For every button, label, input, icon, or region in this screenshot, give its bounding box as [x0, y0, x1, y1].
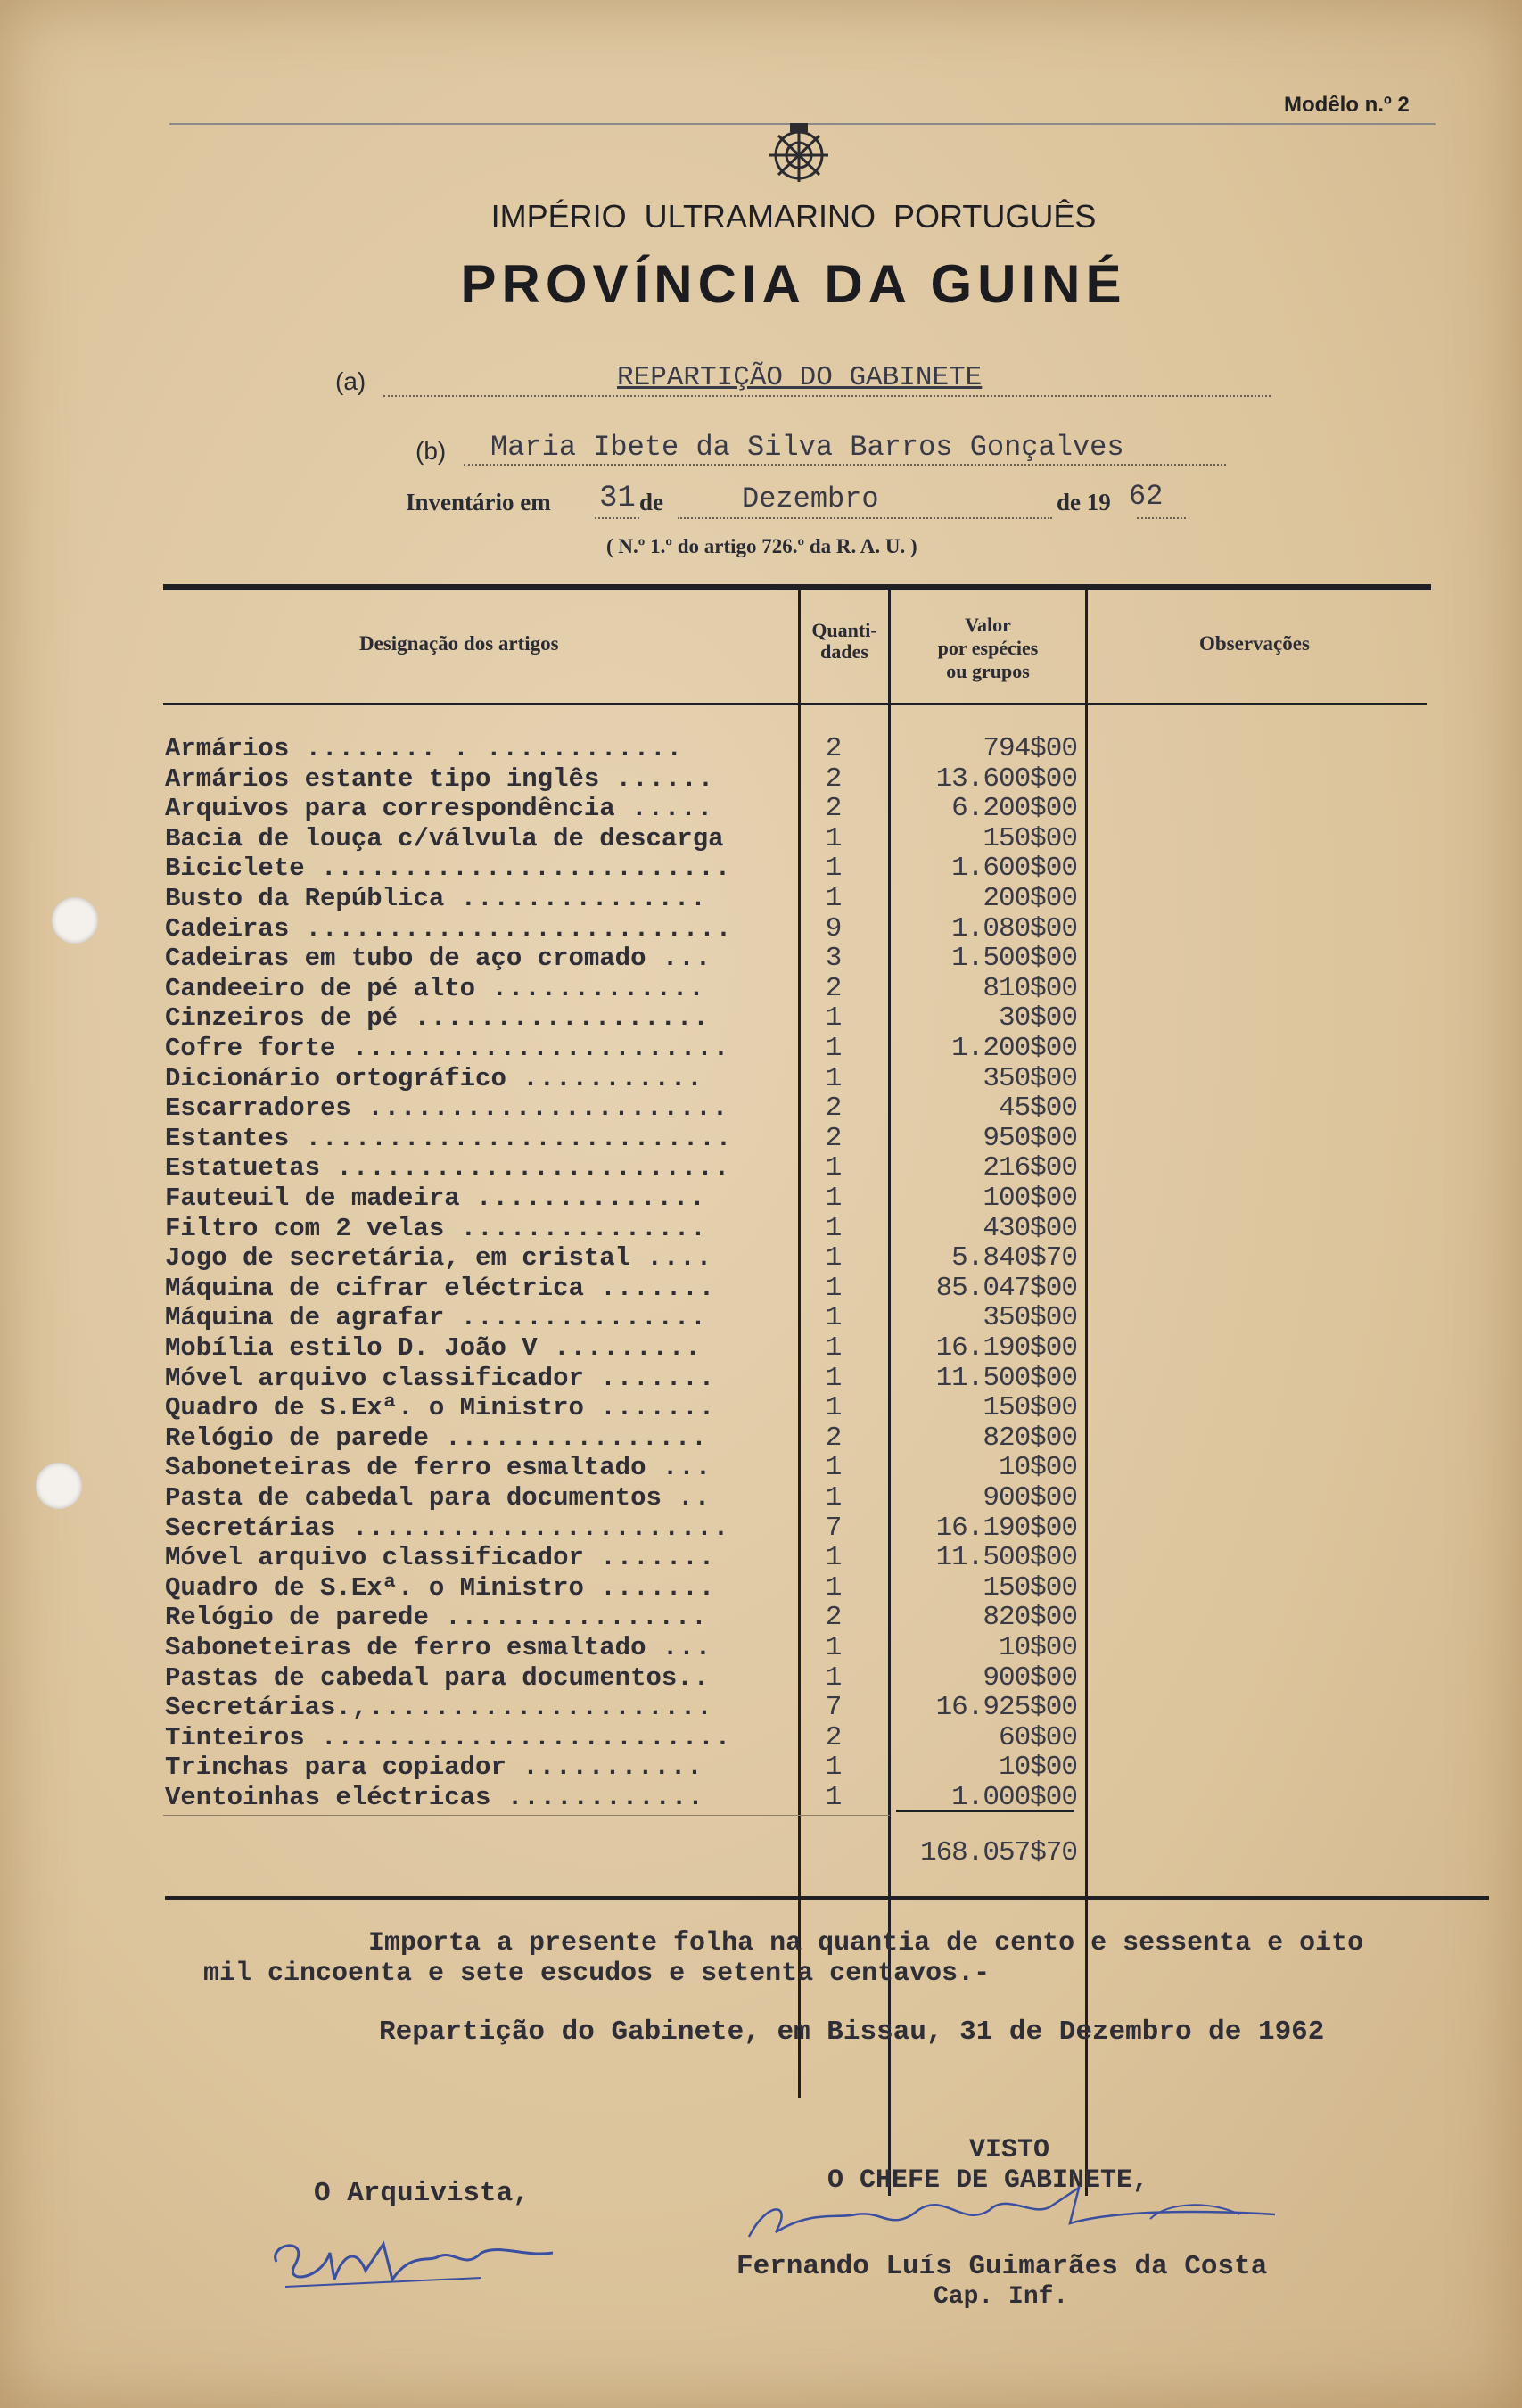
table-top-rule [163, 584, 1431, 590]
item-name-text: Jogo de secretária, em cristal [165, 1243, 631, 1274]
item-quantity: 2 [825, 793, 843, 825]
coat-of-arms-emblem [761, 120, 837, 191]
item-leader-dots: ......................... [304, 854, 732, 884]
item-quantity: 2 [825, 1122, 843, 1154]
item-quantity: 1 [825, 1272, 843, 1304]
inventory-item-row [0, 1093, 1522, 1124]
item-quantity: 1 [825, 1482, 843, 1513]
inventory-item-row [0, 1003, 1522, 1034]
inventory-item-row [0, 1303, 1522, 1333]
item-designation [165, 824, 798, 854]
label-a: (a) [335, 367, 366, 395]
item-value: 820$00 [983, 1422, 1077, 1454]
inventory-item-row [0, 1573, 1522, 1604]
total-value: 168.057$70 [919, 1837, 1077, 1868]
item-name-text: Estatuetas [165, 1153, 321, 1183]
inventory-item-row [0, 1783, 1522, 1813]
item-value: 13.600$00 [935, 763, 1077, 795]
item-value: 430$00 [983, 1212, 1077, 1244]
item-designation [165, 884, 798, 914]
inventory-item-row [0, 734, 1522, 764]
item-quantity: 7 [825, 1692, 843, 1724]
header-bottom-rule [163, 703, 1427, 705]
item-leader-dots: ....... [583, 1363, 716, 1393]
inventory-item-row [0, 1483, 1522, 1513]
item-value: 150$00 [983, 1392, 1077, 1424]
inventory-item-row [0, 1274, 1522, 1304]
inventory-item-row [0, 764, 1522, 795]
item-quantity: 1 [825, 1152, 843, 1184]
item-value: 150$00 [983, 822, 1077, 854]
item-name-text: Cinzeiros de pé [165, 1003, 399, 1034]
item-name-text: Ventoinhas eléctricas [165, 1783, 491, 1812]
item-designation [165, 1423, 798, 1454]
item-leader-dots: .............. [459, 1183, 706, 1213]
item-name-text: Fauteuil de madeira [165, 1183, 460, 1213]
item-leader-dots: ......................... [304, 1722, 732, 1752]
person-name: Maria Ibete da Silva Barros Gonçalves [490, 431, 1124, 464]
item-value: 950$00 [983, 1122, 1077, 1154]
item-value: 10$00 [998, 1752, 1077, 1784]
item-value: 16.190$00 [935, 1332, 1077, 1364]
item-name-text: Móvel arquivo classificador [165, 1363, 584, 1393]
place-date: Repartição do Gabinete, em Bissau, 31 de Dezembro de 1962 [379, 2016, 1325, 2048]
item-name-text: Dicionário ortográfico [165, 1063, 506, 1093]
item-quantity: 7 [825, 1512, 843, 1544]
item-name-text: Quadro de S.Exª. o Ministro [165, 1393, 584, 1423]
inventory-day: 31 [599, 482, 636, 515]
item-leader-dots: .. [677, 1662, 711, 1693]
item-quantity: 1 [825, 1242, 843, 1274]
item-value: 11.500$00 [935, 1542, 1077, 1574]
amount-text-line2: mil cincoenta e sete escudos e setenta centavos.- [203, 1959, 991, 1989]
item-designation [165, 1274, 798, 1304]
item-name-text: Armários [165, 734, 290, 763]
item-quantity: 1 [825, 822, 843, 854]
item-quantity: 9 [825, 912, 843, 944]
item-leader-dots: .......................... [289, 1123, 733, 1153]
item-quantity: 2 [825, 1602, 843, 1634]
item-leader-dots: ........ . ............ [289, 734, 683, 763]
item-value: 16.190$00 [935, 1512, 1077, 1544]
item-leader-dots: ... [646, 944, 712, 974]
item-designation [165, 854, 798, 884]
item-leader-dots: ....................... [335, 1513, 730, 1543]
inventory-item-row [0, 1453, 1522, 1483]
item-quantity: 1 [825, 1002, 843, 1035]
item-value: 350$00 [983, 1062, 1077, 1094]
item-value: 10$00 [998, 1452, 1077, 1484]
item-leader-dots: ......... [537, 1333, 702, 1363]
col-header-qty-line1: Quanti- [811, 619, 877, 641]
inventory-item-row [0, 1183, 1522, 1214]
chief-title: O CHEFE DE GABINETE, [827, 2165, 1149, 2196]
item-designation [165, 1573, 798, 1604]
item-leader-dots: ....... [583, 1273, 716, 1303]
item-quantity: 1 [825, 883, 843, 914]
item-name-text: Saboneteiras de ferro esmaltado [165, 1633, 646, 1662]
col-header-designation: Designação dos artigos [359, 632, 559, 655]
item-quantity: 1 [825, 1302, 843, 1334]
item-leader-dots: ............ [490, 1783, 704, 1812]
item-designation [165, 1364, 798, 1394]
inventory-item-row [0, 1693, 1522, 1723]
inventory-item-row [0, 944, 1522, 974]
item-value: 200$00 [983, 883, 1077, 914]
item-designation [165, 914, 798, 944]
item-designation [165, 1034, 798, 1064]
archivist-label: O Arquivista, [314, 2178, 530, 2209]
item-designation [165, 1483, 798, 1513]
item-designation [165, 1064, 798, 1094]
year-line [1137, 517, 1186, 519]
item-quantity: 1 [825, 1362, 843, 1394]
inventory-item-row [0, 1513, 1522, 1544]
item-designation [165, 1333, 798, 1364]
item-value: 216$00 [983, 1152, 1077, 1184]
label-b: (b) [415, 437, 447, 465]
amount-text-line1: Importa a presente folha na quantia de cento e sessenta e oito [368, 1928, 1364, 1959]
item-quantity: 3 [825, 943, 843, 975]
item-designation [165, 1003, 798, 1034]
item-leader-dots: ....... [583, 1393, 716, 1423]
item-value: 16.925$00 [935, 1692, 1077, 1724]
item-name-text: Quadro de S.Exª. o Ministro [165, 1572, 584, 1603]
item-designation [165, 1093, 798, 1124]
item-leader-dots: .... [630, 1243, 713, 1274]
item-value: 810$00 [983, 972, 1077, 1004]
item-quantity: 1 [825, 1212, 843, 1244]
item-quantity: 2 [825, 972, 843, 1004]
inventory-item-row [0, 1243, 1522, 1274]
item-leader-dots: ................ [428, 1423, 708, 1453]
item-quantity: 1 [825, 1183, 843, 1214]
inventory-item-row [0, 1064, 1522, 1094]
item-designation [165, 1693, 798, 1723]
item-leader-dots: ... [646, 1453, 712, 1483]
archivist-signature [259, 2217, 562, 2297]
item-leader-dots: ....... [583, 1543, 716, 1573]
item-quantity: 1 [825, 1632, 843, 1663]
col-header-value [891, 614, 1085, 683]
col-header-value-line1: Valor [965, 614, 1011, 636]
item-name-text: Relógio de parede [165, 1423, 429, 1453]
item-name-text: Escarradores [165, 1093, 351, 1124]
item-name-text: Busto da República [165, 884, 445, 913]
item-designation [165, 1153, 798, 1183]
inventory-item-row [0, 1603, 1522, 1633]
inventory-item-row [0, 1153, 1522, 1183]
item-quantity: 2 [825, 1422, 843, 1454]
inventory-label: Inventário em [406, 489, 551, 515]
item-quantity: 1 [825, 1752, 843, 1784]
item-value: 6.200$00 [951, 793, 1077, 825]
col-header-value-line3: ou grupos [946, 660, 1030, 682]
item-leader-dots: ........................ [320, 1153, 731, 1183]
inventory-item-row [0, 974, 1522, 1004]
item-value: 1.600$00 [951, 853, 1077, 885]
item-designation [165, 944, 798, 974]
item-value: 30$00 [998, 1002, 1077, 1035]
inventory-item-row [0, 1364, 1522, 1394]
empire-title: IMPÉRIO ULTRAMARINO PORTUGUÊS [490, 198, 1097, 235]
item-quantity: 1 [825, 1662, 843, 1694]
item-designation [165, 764, 798, 795]
month-line [678, 517, 1052, 519]
item-value: 1.000$00 [951, 1782, 1077, 1813]
item-quantity: 2 [825, 733, 843, 764]
item-leader-dots: ....... [583, 1572, 716, 1603]
item-quantity: 1 [825, 853, 843, 885]
item-leader-dots: ............... [444, 884, 707, 913]
de-label-1: de [639, 489, 663, 515]
item-name-text: Estantes [165, 1123, 290, 1153]
inventory-month: Dezembro [742, 482, 879, 515]
province-title: PROVÍNCIA DA GUINÉ [460, 254, 1127, 314]
item-name-text: Pasta de cabedal para documentos [165, 1483, 662, 1513]
de-label-2: de 19 [1057, 489, 1111, 515]
inventory-year: 62 [1129, 480, 1164, 513]
col-header-value-line2: por espécies [937, 637, 1039, 659]
item-value: 5.840$70 [951, 1242, 1077, 1274]
inventory-item-row [0, 914, 1522, 944]
item-value: 900$00 [983, 1662, 1077, 1694]
item-value: 350$00 [983, 1302, 1077, 1334]
inventory-items-list [0, 734, 1522, 1813]
item-leader-dots: ............... [444, 1213, 707, 1243]
inventory-item-row [0, 1034, 1522, 1064]
item-value: 85.047$00 [935, 1272, 1077, 1304]
item-name-text: Secretárias [165, 1513, 336, 1543]
item-designation [165, 1124, 798, 1154]
chief-rank: Cap. Inf. [934, 2283, 1069, 2311]
item-name-text: Máquina de cifrar eléctrica [165, 1273, 584, 1303]
item-quantity: 1 [825, 1542, 843, 1574]
item-leader-dots: ............... [444, 1303, 707, 1333]
item-value: 11.500$00 [935, 1362, 1077, 1394]
item-designation [165, 1214, 798, 1244]
item-designation [165, 794, 798, 824]
inventory-item-row [0, 1423, 1522, 1454]
col-header-qty-line2: dades [820, 640, 868, 663]
item-designation [165, 1723, 798, 1753]
item-quantity: 1 [825, 1033, 843, 1064]
item-name-text: Trinchas para copiador [165, 1752, 506, 1783]
item-name-text: Arquivos para correspondência [165, 794, 615, 824]
item-designation [165, 1453, 798, 1483]
item-value: 1.200$00 [951, 1033, 1077, 1064]
item-leader-dots: ... [646, 1633, 712, 1662]
item-designation [165, 1752, 798, 1783]
col-header-qty [801, 620, 888, 663]
item-quantity: 1 [825, 1062, 843, 1094]
item-leader-dots: .......................... [289, 913, 733, 944]
person-line [464, 464, 1226, 466]
item-value: 45$00 [998, 1093, 1077, 1125]
item-designation [165, 1783, 798, 1813]
inventory-item-row [0, 824, 1522, 854]
item-name-text: Máquina de agrafar [165, 1303, 445, 1333]
inventory-item-row [0, 854, 1522, 884]
item-leader-dots: ....................... [335, 1034, 730, 1063]
inventory-item-row [0, 794, 1522, 824]
item-name-text: Filtro com 2 velas [165, 1213, 445, 1243]
day-line [595, 517, 639, 519]
item-leader-dots: ........... [506, 1752, 703, 1783]
item-value: 820$00 [983, 1602, 1077, 1634]
inventory-item-row [0, 1752, 1522, 1783]
item-name-text: Cadeiras [165, 913, 290, 944]
item-leader-dots: ...................... [350, 1093, 729, 1124]
inventory-item-row [0, 1543, 1522, 1573]
inventory-item-row [0, 1214, 1522, 1244]
item-leader-dots: ............. [475, 973, 705, 1003]
item-value: 900$00 [983, 1482, 1077, 1513]
item-designation [165, 734, 798, 764]
department-name: REPARTIÇÃO DO GABINETE [617, 362, 983, 393]
inventory-item-row [0, 884, 1522, 914]
item-quantity: 2 [825, 1093, 843, 1125]
model-number: Modêlo n.º 2 [1284, 93, 1410, 117]
item-value: 10$00 [998, 1632, 1077, 1663]
item-name-text: Cofre forte [165, 1034, 336, 1063]
item-designation [165, 974, 798, 1004]
item-name-text: Bacia de louça c/válvula de descarga [165, 823, 724, 854]
item-value: 1.500$00 [951, 943, 1077, 975]
item-value: 794$00 [983, 733, 1077, 764]
item-leader-dots: ........... [506, 1063, 703, 1093]
item-designation [165, 1243, 798, 1274]
item-value: 1.080$00 [951, 912, 1077, 944]
item-leader-dots: ................ [428, 1603, 708, 1633]
department-line [383, 395, 1271, 397]
item-name-text: Armários estante tipo inglês [165, 763, 600, 794]
article-reference: ( N.º 1.º do artigo 726.º da R. A. U. ) [606, 535, 917, 557]
inventory-item-row [0, 1124, 1522, 1154]
table-bottom-rule [165, 1896, 1489, 1900]
chief-name: Fernando Luís Guimarães da Costa [736, 2251, 1268, 2282]
item-quantity: 1 [825, 1571, 843, 1604]
item-designation [165, 1543, 798, 1573]
item-name-text: Cadeiras em tubo de aço cromado [165, 944, 646, 974]
item-designation [165, 1183, 798, 1214]
item-quantity: 2 [825, 1721, 843, 1753]
inventory-item-row [0, 1663, 1522, 1694]
item-designation [165, 1633, 798, 1663]
item-leader-dots: ...... [599, 763, 715, 794]
item-name-text: Secretárias [165, 1693, 336, 1723]
item-name-text: Tinteiros [165, 1722, 305, 1752]
item-designation [165, 1513, 798, 1544]
visto-label: VISTO [969, 2135, 1050, 2165]
item-quantity: 1 [825, 1452, 843, 1484]
item-designation [165, 1603, 798, 1633]
inventory-item-row [0, 1633, 1522, 1663]
item-leader-dots: .. [661, 1483, 712, 1513]
inventory-item-row [0, 1333, 1522, 1364]
inventory-item-row [0, 1723, 1522, 1753]
col-header-notes: Observações [1199, 632, 1310, 655]
item-value: 60$00 [998, 1721, 1077, 1753]
item-quantity: 1 [825, 1392, 843, 1424]
item-name-text: Saboneteiras de ferro esmaltado [165, 1453, 646, 1483]
items-end-rule [163, 1815, 890, 1816]
item-value: 150$00 [983, 1571, 1077, 1604]
item-leader-dots: .,..................... [335, 1693, 713, 1723]
item-leader-dots: .................. [398, 1003, 710, 1034]
item-name-text: Pastas de cabedal para documentos [165, 1662, 678, 1693]
item-leader-dots: ..... [614, 794, 714, 824]
item-quantity: 1 [825, 1332, 843, 1364]
item-name-text: Móvel arquivo classificador [165, 1543, 584, 1573]
item-name-text: Mobília estilo D. João V [165, 1333, 538, 1363]
item-name-text: Biciclete [165, 854, 305, 884]
item-name-text: Candeeiro de pé alto [165, 973, 476, 1003]
item-quantity: 1 [825, 1782, 843, 1813]
chief-signature [740, 2183, 1284, 2255]
item-designation [165, 1663, 798, 1694]
item-value: 100$00 [983, 1183, 1077, 1214]
item-quantity: 2 [825, 763, 843, 795]
item-designation [165, 1303, 798, 1333]
item-designation [165, 1393, 798, 1423]
inventory-item-row [0, 1393, 1522, 1423]
item-name-text: Relógio de parede [165, 1603, 429, 1633]
